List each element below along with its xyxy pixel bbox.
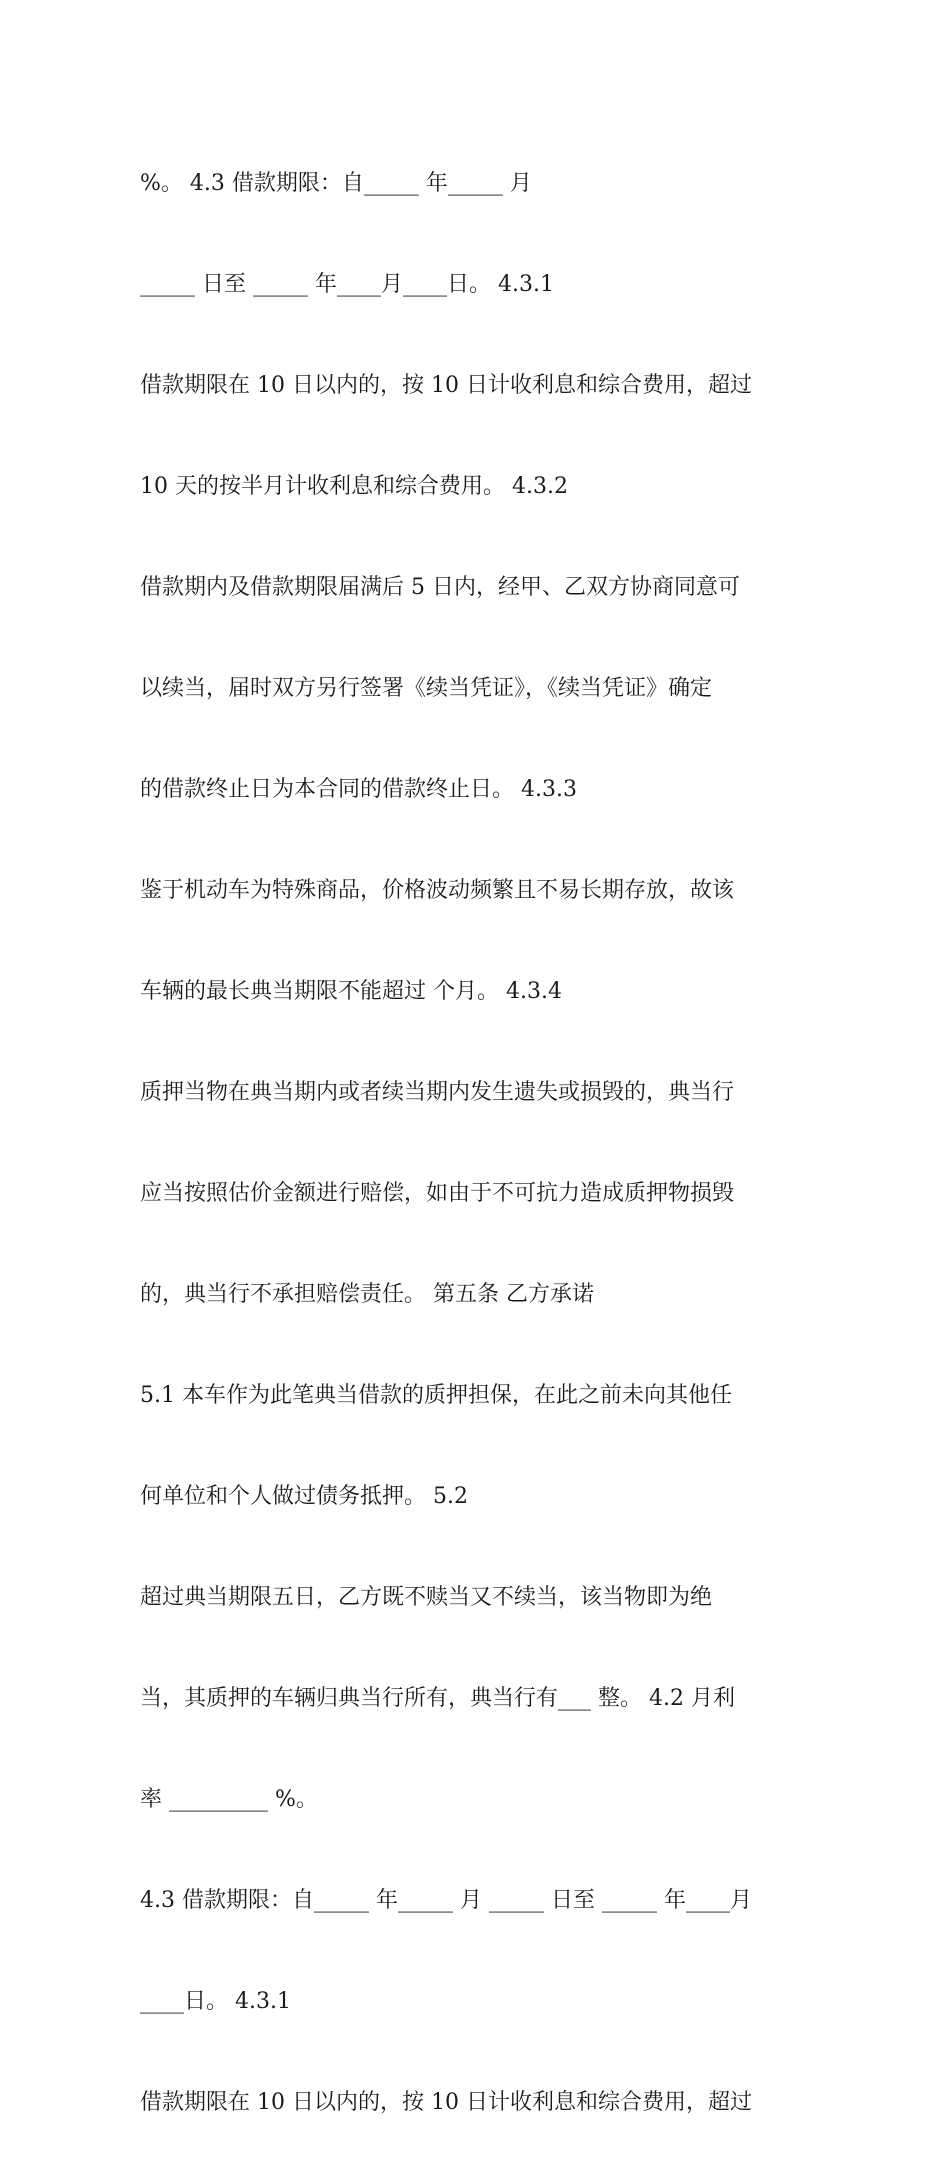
document-body	[140, 108, 830, 2178]
text-line: 借款期内及借款期限届满后 5 日内，经甲、乙双方协商同意可	[140, 575, 740, 600]
text-line: 率 _________ %。	[140, 1787, 318, 1812]
text-line: 当，其质押的车辆归典当行所有，典当行有___ 整。 4.2 月利	[140, 1686, 735, 1711]
text-line: 车辆的最长典当期限不能超过 个月。 4.3.4	[140, 979, 562, 1004]
text-line: 4.3 借款期限：自_____ 年_____ 月 _____ 日至 _____ 年____月	[140, 1888, 752, 1913]
text-line: 超过典当期限五日，乙方既不赎当又不续当，该当物即为绝	[140, 1585, 713, 1610]
text-line: %。 4.3 借款期限：自_____ 年_____ 月	[140, 171, 532, 196]
text-line: 10 天的按半月计收利息和综合费用。 4.3.2	[140, 474, 568, 499]
text-line: _____ 日至 _____ 年____月____日。 4.3.1	[140, 272, 554, 297]
text-line: 的，典当行不承担赔偿责任。 第五条 乙方承诺	[140, 1282, 594, 1307]
text-line: 以续当，届时双方另行签署《续当凭证》，《续当凭证》确定	[140, 676, 713, 701]
text-line: 应当按照估价金额进行赔偿，如由于不可抗力造成质押物损毁	[140, 1181, 735, 1206]
text-line: ____日。 4.3.1	[140, 1989, 291, 2014]
text-line: 何单位和个人做过债务抵押。 5.2	[140, 1484, 468, 1509]
text-line: 质押当物在典当期内或者续当期内发生遗失或损毁的，典当行	[140, 1080, 735, 1105]
text-line: 5.1 本车作为此笔典当借款的质押担保，在此之前未向其他任	[140, 1383, 732, 1408]
text-line: 的借款终止日为本合同的借款终止日。 4.3.3	[140, 777, 577, 802]
text-line: 借款期限在 10 日以内的，按 10 日计收利息和综合费用，超过	[140, 373, 752, 398]
text-line: 借款期限在 10 日以内的，按 10 日计收利息和综合费用，超过	[140, 2090, 752, 2115]
text-line: 鉴于机动车为特殊商品，价格波动频繁且不易长期存放，故该	[140, 878, 735, 903]
